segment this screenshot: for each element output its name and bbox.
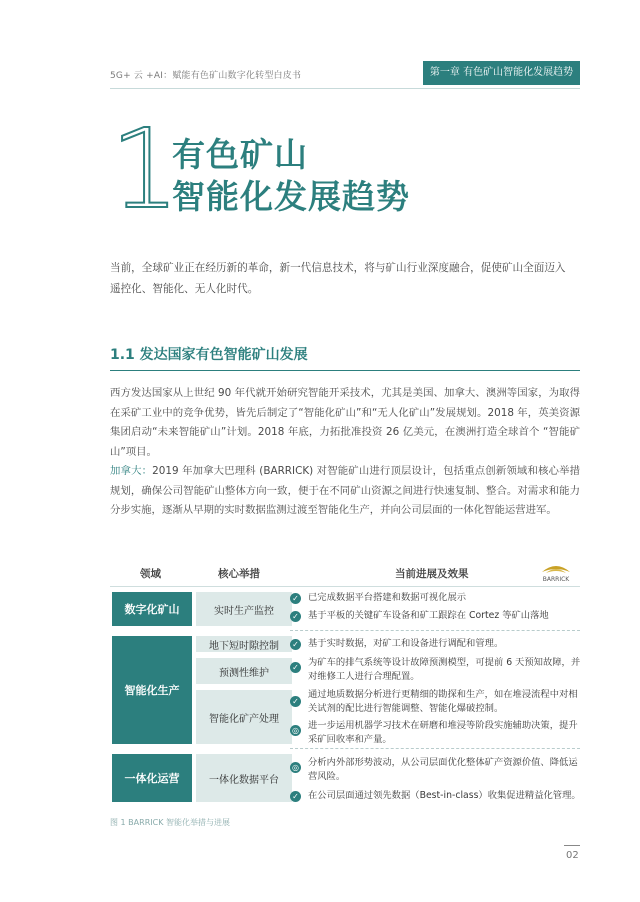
progress-item: 基于实时数据，对矿工和设备进行调配和管理。 xyxy=(308,638,504,649)
progress-item: 基于平板的关键矿车设备和矿工跟踪在 Cortez 等矿山落地 xyxy=(308,610,549,621)
progress-item: 在公司层面通过领先数据（Best-in-class）收集促进精益化管理。 xyxy=(308,790,581,801)
progress-item: 分析内外部形势波动，从公司层面优化整体矿产资源价值、降低运营风险。 xyxy=(308,757,578,782)
chapter-title xyxy=(172,134,410,218)
check-icon: ✓ xyxy=(290,662,301,673)
paragraph-2 xyxy=(110,462,580,521)
chapter-title-line2: 智能化发展趋势 xyxy=(172,177,410,216)
check-icon: ✓ xyxy=(290,791,301,802)
barrick-logo-mark xyxy=(532,560,580,584)
col-header-progress: 当前进展及效果 xyxy=(395,568,469,580)
section-divider xyxy=(110,370,580,371)
progress-item: 进一步运用机器学习技术在研磨和堆浸等阶段实施辅助决策，提升采矿回收率和产量。 xyxy=(308,720,578,745)
intro-line1: 当前，全球矿业正在经历新的革命，新一代信息技术，将与矿山行业深度融合，促使矿山全面迈入 xyxy=(110,262,566,274)
figure-caption: 图 1 BARRICK 智能化举措与进展 xyxy=(110,818,230,827)
check-icon: ✓ xyxy=(290,593,301,604)
chapter-label: 第一章 有色矿山智能化发展趋势 xyxy=(423,61,580,85)
col-header-measure: 核心举措 xyxy=(218,568,260,580)
footer-rule xyxy=(564,845,580,846)
section-heading: 1.1 发达国家有色智能矿山发展 xyxy=(110,347,308,363)
paragraph-2-lead: 加拿大： xyxy=(110,465,153,477)
intro-paragraph xyxy=(110,258,580,300)
col-header-area: 领域 xyxy=(140,568,161,580)
measure-intelligent-processing: 智能化矿产处理 xyxy=(196,690,292,744)
page-number: 02 xyxy=(566,850,579,861)
chapter-title-line1: 有色矿山 xyxy=(172,135,308,174)
header-divider xyxy=(110,88,580,89)
barrick-logo xyxy=(532,560,580,584)
doc-title: 5G+ 云 +AI：赋能有色矿山数字化转型白皮书 xyxy=(110,71,302,81)
area-integrated-operation: 一体化运营 xyxy=(112,754,192,802)
row-divider xyxy=(290,630,580,631)
intro-line2: 遥控化、智能化、无人化时代。 xyxy=(110,283,259,295)
check-icon: ✓ xyxy=(290,639,301,650)
paragraph-1: 西方发达国家从上世纪 90 年代就开始研究智能开采技术，尤其是美国、加拿大、澳洲等国家，为取得在采矿工业中的竞争优势，皆先后制定了“智能化矿山”和“无人化矿山”发展规划。2018 年，英美资源集团启动“未来智能矿山”计划。2018 年底，力拓批准投资 26 亿美元，在澳洲打造全球首个 “智能矿山”项目。 xyxy=(110,387,580,458)
measure-realtime-monitoring: 实时生产监控 xyxy=(196,592,292,626)
measure-underground-control: 地下短时隙控制 xyxy=(196,636,292,652)
barrick-figure xyxy=(110,560,580,810)
progress-item: 为矿车的排气系统等设计故障预测模型，可提前 6 天预知故障，并对维修工人进行合理配置。 xyxy=(308,657,581,682)
chapter-number: 1 xyxy=(110,105,180,233)
check-icon: ✓ xyxy=(290,611,301,622)
target-icon: ◎ xyxy=(290,762,301,773)
area-intelligent-production: 智能化生产 xyxy=(112,636,192,744)
figure-top-rule xyxy=(110,586,580,587)
check-icon: ✓ xyxy=(290,696,301,707)
measure-integrated-platform: 一体化数据平台 xyxy=(196,754,292,802)
svg-text:BARRICK: BARRICK xyxy=(542,576,570,583)
progress-item: 通过地质数据分析进行更精细的勘探和生产，如在堆浸流程中对相关试剂的配比进行智能调整、智能化爆破控制。 xyxy=(308,689,578,714)
paragraph-2-body: 2019 年加拿大巴理科 (BARRICK) 对智能矿山进行顶层设计，包括重点创新领域和核心举措规划，确保公司智能矿山整体方向一致，便于在不同矿山资源之间进行快速复制、整合。对需求和能力分步实施，逐渐从早期的实时数据监测过渡至智能化生产，并向公司层面的一体化智能运营进军。 xyxy=(110,465,581,516)
area-digital-mine: 数字化矿山 xyxy=(112,592,192,626)
row-divider xyxy=(290,748,580,749)
progress-item: 已完成数据平台搭建和数据可视化展示 xyxy=(308,592,467,603)
target-icon: ◎ xyxy=(290,725,301,736)
measure-predictive-maintenance: 预测性维护 xyxy=(196,658,292,684)
